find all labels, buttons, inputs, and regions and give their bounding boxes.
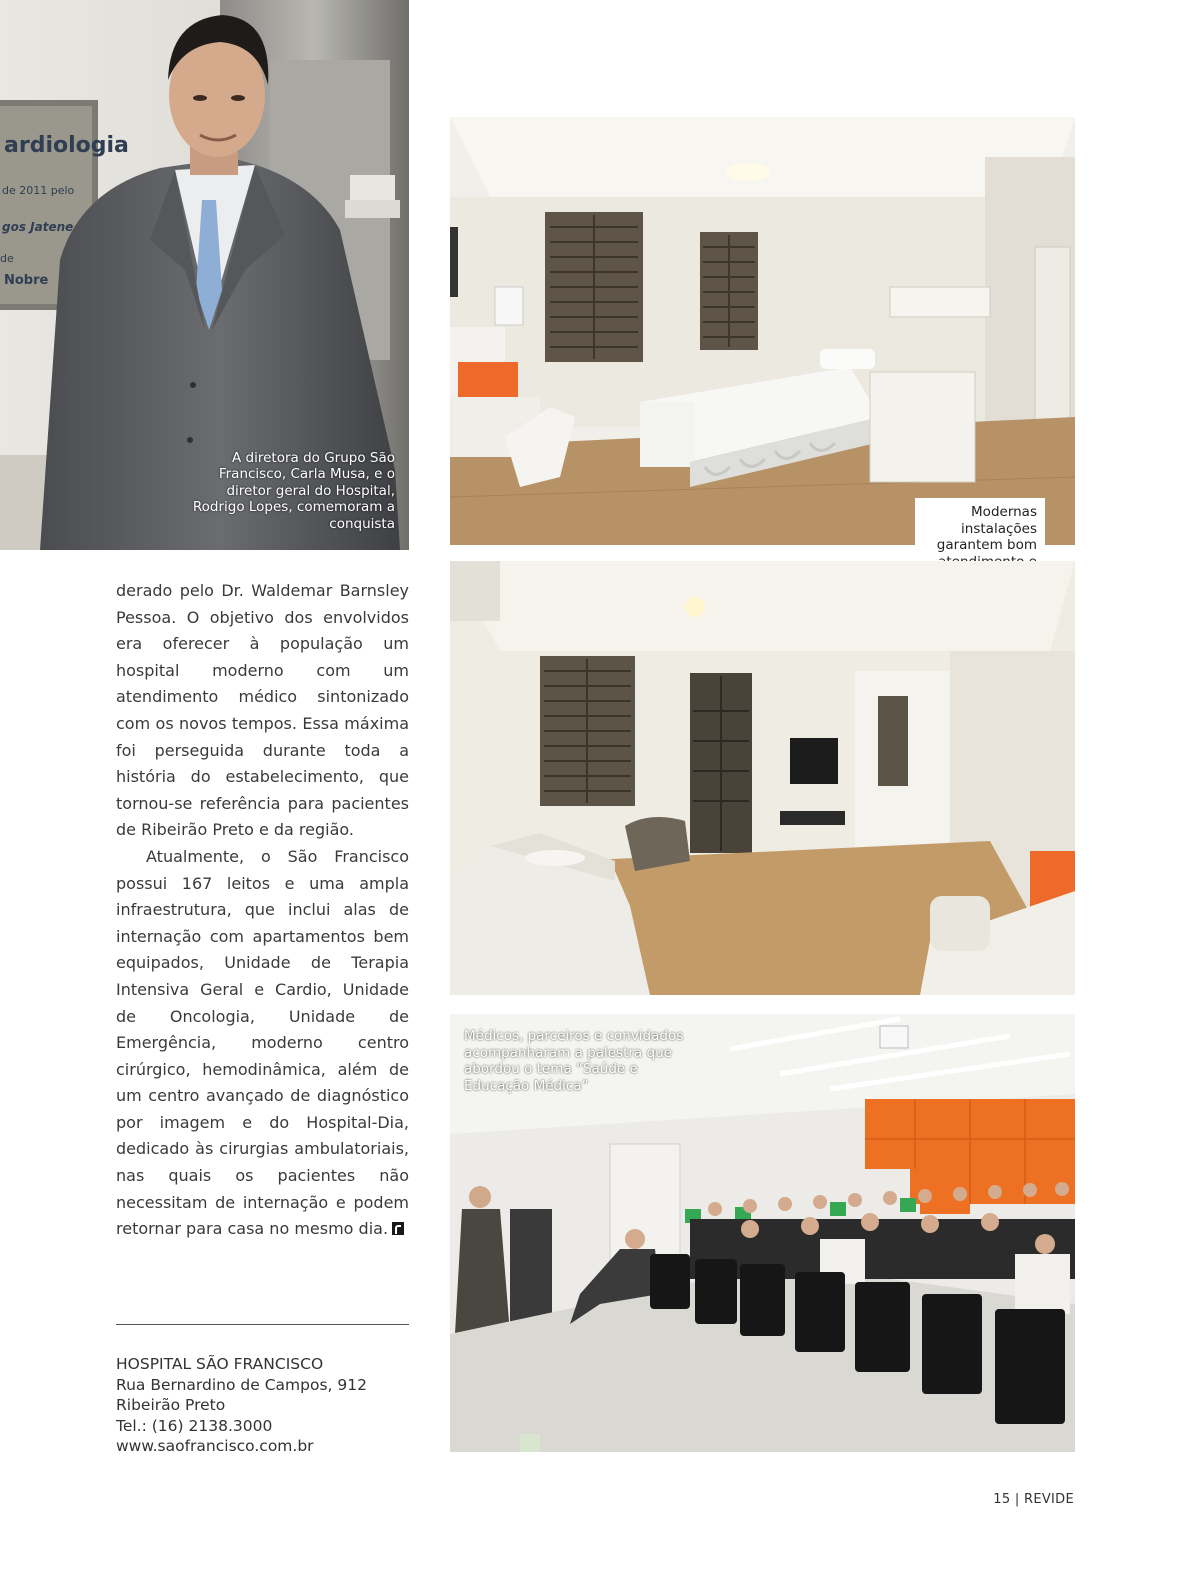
plaque-text-2: de 2011 pelo: [2, 184, 75, 197]
plaque-text-4: de: [0, 252, 14, 265]
magazine-name: REVIDE: [1024, 1492, 1074, 1507]
plaque-text-3: gos Jatene: [2, 220, 74, 234]
article-paragraph-1: derado pelo Dr. Waldemar Barnsley Pessoa. O objetivo dos envolvidos era oferecer à população um hospital moderno com um atendimento médico sintonizado com os novos tempos. Essa máxima foi perseguida durante toda a história do estabelecimento, que tornou-se referência para pacientes de Ribeirão Preto e da região.: [116, 581, 409, 840]
page-footer: [993, 1492, 1074, 1507]
article-body: [116, 578, 409, 1243]
page-number: 15: [993, 1492, 1011, 1507]
footer-separator: |: [1014, 1492, 1020, 1507]
portrait-photo: [0, 0, 409, 550]
article-paragraph-2: [116, 844, 409, 1243]
contact-divider: [116, 1324, 409, 1325]
rooms-caption: Modernas instalações garantem bom: [915, 498, 1045, 612]
plaque-text-1: ardiologia: [4, 133, 129, 158]
plaque-text-5: Nobre: [4, 273, 49, 288]
end-of-article-icon: [392, 1222, 404, 1235]
auditorium-caption: Médicos, parceiros e convidados acompanharam a palestra que abordou o tema “Saúde e Educação Médica”: [464, 1028, 684, 1094]
auditorium-photo: [450, 1014, 1075, 1452]
hospital-room-photo: [450, 117, 1075, 545]
contact-city: Ribeirão Preto: [116, 1396, 226, 1414]
portrait-caption: A diretora do Grupo São Francisco, Carla Musa, e o diretor geral do Hospital, Rodrigo Lopes, comemoram a conquista: [192, 449, 395, 532]
contact-address: Rua Bernardino de Campos, 912: [116, 1375, 367, 1394]
contact-block: [116, 1354, 416, 1457]
contact-name: HOSPITAL SÃO FRANCISCO: [116, 1355, 324, 1373]
contact-phone: Tel.: (16) 2138.3000: [116, 1416, 273, 1435]
contact-website[interactable]: www.saofrancisco.com.br: [116, 1437, 314, 1455]
apartment-photo: [450, 561, 1075, 995]
article-paragraph-2-text: Atualmente, o São Francisco possui 167 leitos e uma ampla infraestrutura, que inclui alas de internação com apartamentos bem equipados, Unidade de Terapia Intensiva Geral e Cardio, Unidade de Oncologia, Unidade de Emergência, moderno centro cirúrgico, hemodinâmica, além de um centro avançado de diagnóstico por imagem e do Hospital-Dia, dedicado às cirurgias ambulatoriais, nas quais os pacientes não necessitam de internação e podem retornar para casa no mesmo dia.: [116, 846, 409, 1239]
